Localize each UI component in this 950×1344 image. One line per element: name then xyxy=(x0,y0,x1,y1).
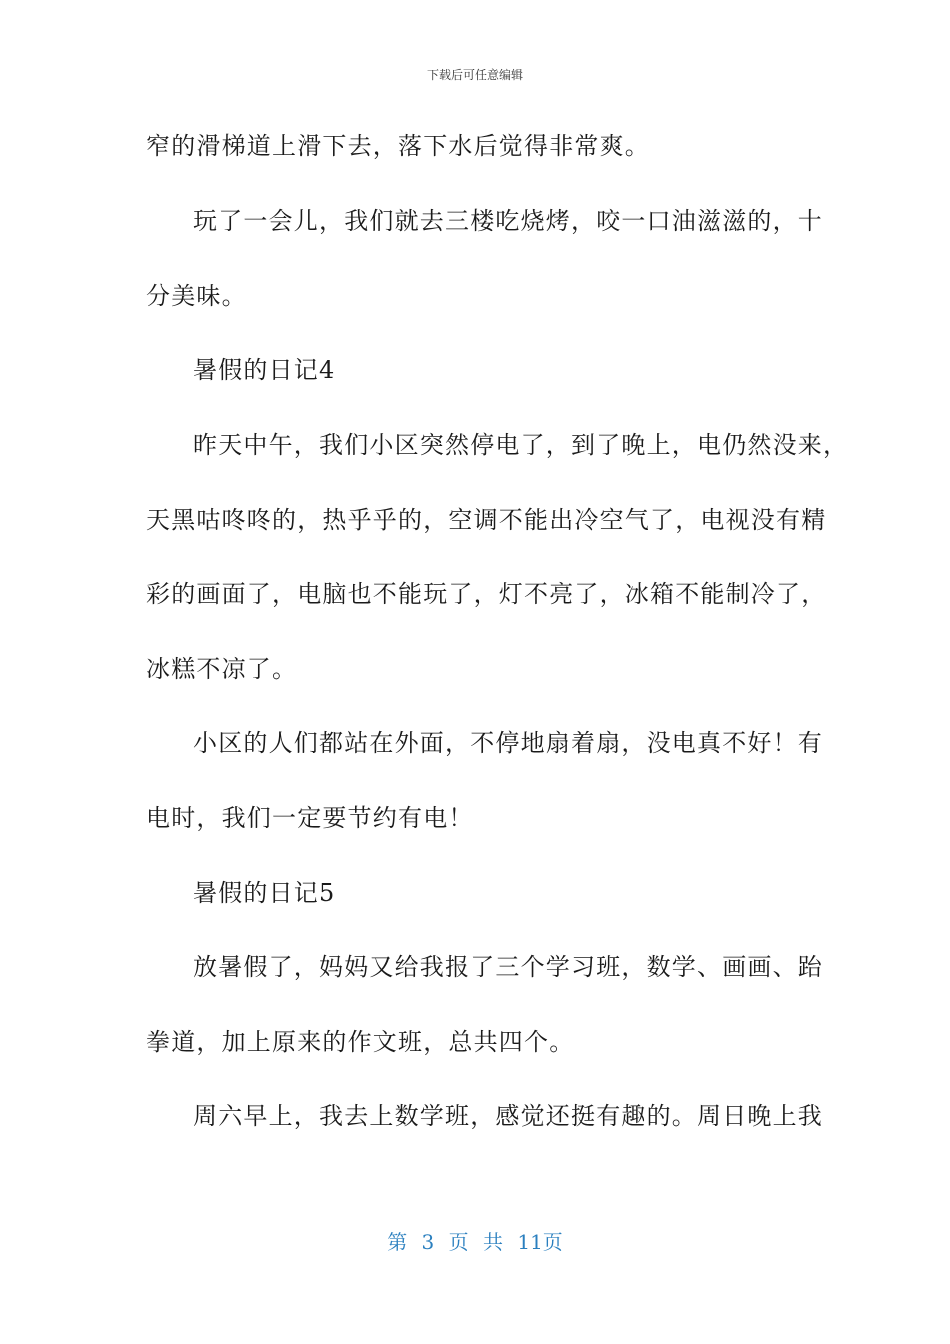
body-line-2: 玩了一会儿，我们就去三楼吃烧烤，咬一口油滋滋的，十 xyxy=(193,207,823,235)
body-line-10: 电时，我们一定要节约有电！ xyxy=(146,804,474,832)
body-line-9: 小区的人们都站在外面，不停地扇着扇，没电真不好！有 xyxy=(193,729,823,757)
body-line-3: 分美味。 xyxy=(146,282,247,310)
page-number-footer: 第 3 页 共 11页 xyxy=(387,1230,563,1254)
page-header-note: 下载后可任意编辑 xyxy=(426,68,523,82)
body-line-7: 彩的画面了，电脑也不能玩了，灯不亮了，冰箱不能制冷了， xyxy=(146,580,827,608)
body-line-13: 拳道，加上原来的作文班，总共四个。 xyxy=(146,1028,575,1056)
body-line-1: 窄的滑梯道上滑下去，落下水后觉得非常爽。 xyxy=(146,132,650,160)
body-line-12: 放暑假了，妈妈又给我报了三个学习班，数学、画画、跆 xyxy=(193,953,823,981)
body-line-14: 周六早上，我去上数学班，感觉还挺有趣的。周日晚上我 xyxy=(193,1102,823,1130)
section-heading-diary-5: 暑假的日记5 xyxy=(193,879,336,907)
body-line-8: 冰糕不凉了。 xyxy=(146,655,298,683)
body-line-5: 昨天中午，我们小区突然停电了，到了晚上，电仍然没来， xyxy=(193,431,849,459)
body-line-6: 天黑咕咚咚的，热乎乎的，空调不能出冷空气了，电视没有精 xyxy=(146,506,827,534)
section-heading-diary-4: 暑假的日记4 xyxy=(193,356,336,384)
